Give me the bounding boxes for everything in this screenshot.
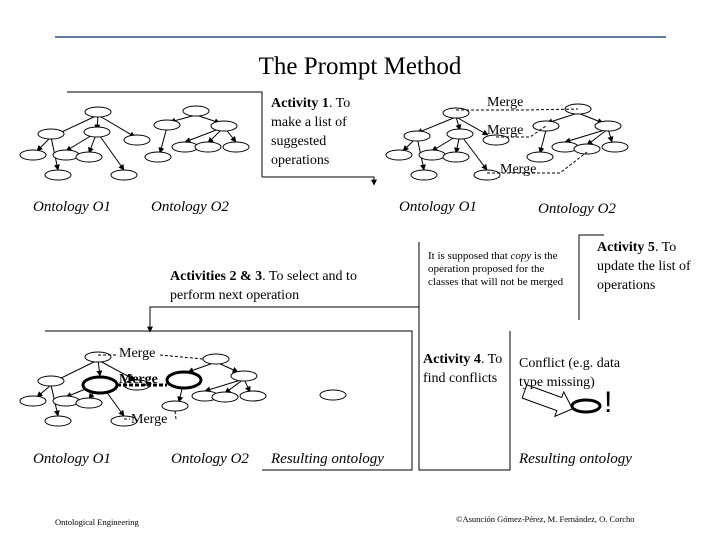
activities23-label: Activities 2 & 3 <box>170 269 263 284</box>
label-ontology-o2-bottom: Ontology O2 <box>171 451 249 467</box>
activity4-label: Activity 4 <box>423 352 481 367</box>
ontology-o2-tree-right <box>527 104 628 162</box>
label-ontology-o2-right: Ontology O2 <box>538 201 616 217</box>
activity5-text <box>597 238 697 295</box>
activity5-description: . To update the list of operations <box>597 240 691 293</box>
merge-label-bottom-2: Merge <box>119 372 158 387</box>
activity1-arrow <box>262 177 374 185</box>
activities23-description: . To select and to perform next operation <box>170 269 357 303</box>
activity1-label: Activity 1 <box>271 96 329 111</box>
right-frame <box>510 320 604 331</box>
copy-word: copy <box>510 250 532 262</box>
activity1-description: . To make a list of suggested operations <box>271 96 351 168</box>
conflict-node <box>572 400 600 412</box>
activity4-text <box>423 350 503 388</box>
to-bottom-arrow <box>150 307 419 332</box>
merge-label-top-3: Merge <box>500 162 537 177</box>
activity5-label: Activity 5 <box>597 240 655 255</box>
exclamation-mark: ! <box>604 386 613 419</box>
activities23-text <box>170 267 400 305</box>
conflict-text: Conflict (e.g. data type missing) <box>519 356 621 390</box>
ontology-o2-tree-bottom <box>162 354 266 411</box>
activity1-text <box>271 94 371 170</box>
label-ontology-o2-top: Ontology O2 <box>151 199 229 215</box>
merge-label-top-1: Merge <box>487 95 524 110</box>
resulting-ontology-node <box>320 390 346 400</box>
footer-left: Ontological Engineering <box>55 517 139 527</box>
ontology-o2-tree-top <box>145 106 249 162</box>
label-ontology-o1-top: Ontology O1 <box>33 199 111 215</box>
ontology-o1-tree-top <box>20 107 150 180</box>
label-ontology-o1-right: Ontology O1 <box>399 199 477 215</box>
merge-label-bottom-3: Merge <box>131 412 168 427</box>
activity4-description: . To find conflicts <box>423 352 503 386</box>
merge-label-top-2: Merge <box>487 123 524 138</box>
footer-right: ©Asunción Gómez-Pérez, M. Fernández, O. Corcho <box>456 514 635 524</box>
label-resulting-ontology-1: Resulting ontology <box>271 451 384 467</box>
copy-note: It is supposed that copy is the operation proposed for the classes that will not be merged <box>428 250 564 288</box>
page-title: The Prompt Method <box>258 53 462 80</box>
label-ontology-o1-bottom: Ontology O1 <box>33 451 111 467</box>
label-resulting-ontology-2: Resulting ontology <box>519 451 632 467</box>
merge-label-bottom-1: Merge <box>119 346 156 361</box>
ontology-o1-tree-right <box>386 108 509 180</box>
